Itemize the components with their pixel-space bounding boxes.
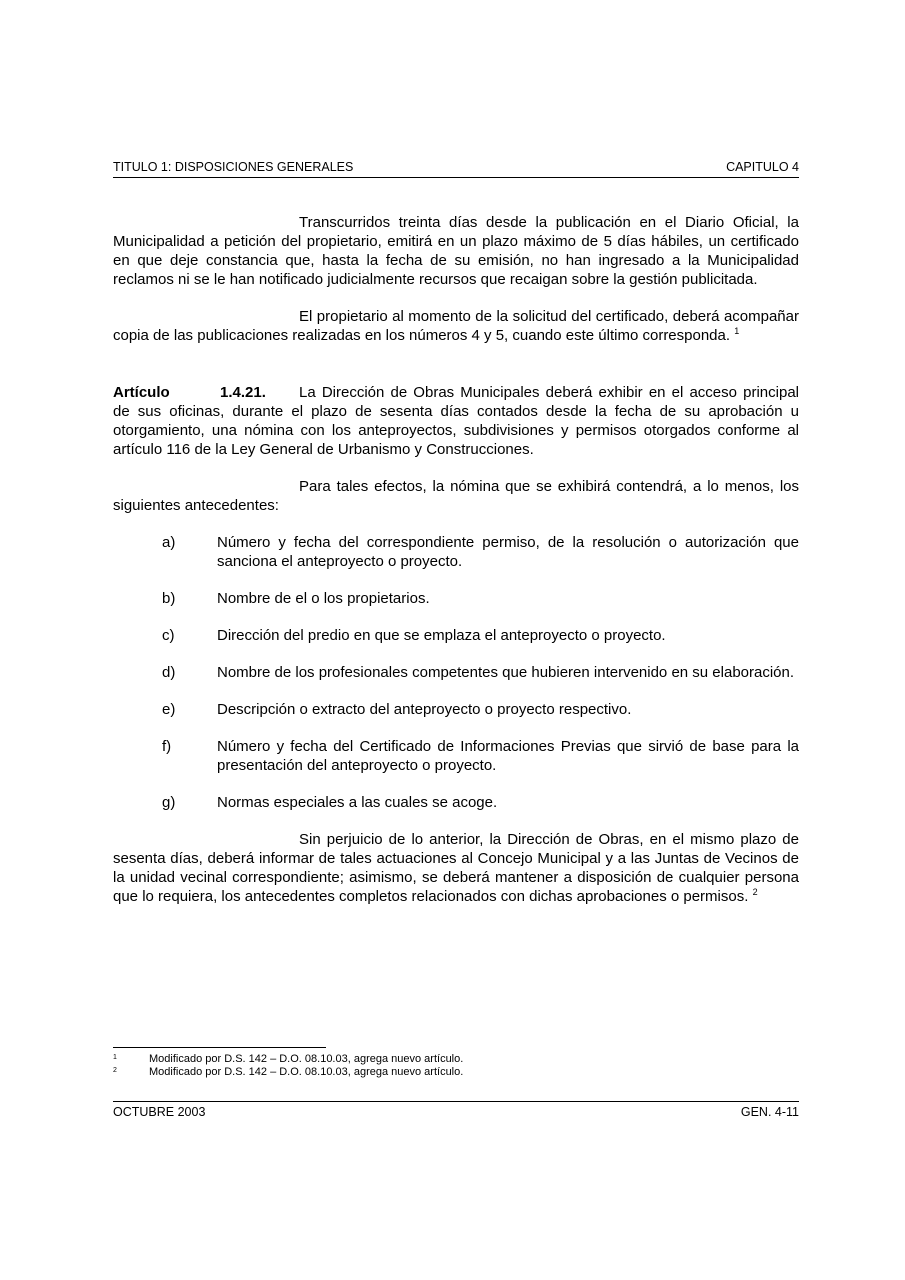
document-body — [113, 213, 799, 924]
header-chapter: CAPITULO 4 — [726, 160, 799, 174]
footnote-text: Modificado por D.S. 142 – D.O. 08.10.03, agrega nuevo artículo. — [149, 1066, 464, 1078]
paragraph-nomina — [113, 477, 799, 515]
list-item — [113, 626, 799, 645]
list-letter: g) — [162, 794, 176, 811]
footnote-mark: 1 — [113, 1054, 117, 1061]
list-text: Nombre de el o los propietarios. — [217, 590, 430, 607]
list-text: Dirección del predio en que se emplaza el anteproyecto o proyecto. — [217, 627, 666, 644]
list-item — [113, 663, 799, 682]
footnote — [113, 1066, 799, 1079]
running-footer — [113, 1101, 799, 1119]
footer-page-number: GEN. 4-11 — [740, 1105, 799, 1119]
list-item — [113, 737, 799, 775]
paragraph-certificate — [113, 307, 799, 345]
header-title: TITULO 1: DISPOSICIONES GENERALES — [113, 160, 354, 174]
antecedents-list — [113, 533, 799, 812]
list-text: Nombre de los profesionales competentes que hubieren intervenido en su elaboración. — [217, 664, 795, 681]
paragraph-text: Transcurridos treinta días desde la publicación en el Diario Oficial, la Municipalidad a petición del propietario, emitirá en un plazo máximo de 5 días hábiles, un certificado en que deje constancia que, hasta la fecha de su emisión, no han ingresado a la Municipalidad reclamos ni se le han notificado judicialmente recursos que recaigan sobre la gestión publicitada. — [113, 214, 799, 288]
list-text: Número y fecha del Certificado de Informaciones Previas que sirvió de base para la presentación del anteproyecto o proyecto. — [217, 738, 799, 774]
list-text: Normas especiales a las cuales se acoge. — [217, 794, 498, 811]
article-label: Artículo — [113, 384, 170, 401]
footnote-mark: 2 — [113, 1067, 117, 1074]
footnote-text: Modificado por D.S. 142 – D.O. 08.10.03, agrega nuevo artículo. — [149, 1053, 464, 1065]
footnote-divider — [113, 1047, 326, 1048]
list-text: Descripción o extracto del anteproyecto o proyecto respectivo. — [217, 701, 632, 718]
list-letter: f) — [162, 738, 172, 755]
list-item — [113, 700, 799, 719]
paragraph-text: Sin perjuicio de lo anterior, la Dirección de Obras, en el mismo plazo de sesenta días, deberá informar de tales actuaciones al Concejo Municipal y a las Juntas de Vecinos de la unidad vecinal correspondiente; asimismo, se deberá mantener a disposición de cualquier persona que lo requiera, los antecedentes completos relacionados con dichas aprobaciones o permisos. — [113, 831, 799, 905]
paragraph-text: El propietario al momento de la solicitud del certificado, deberá acompañar copia de las publicaciones realizadas en los números 4 y 5, cuando este último corresponda. — [113, 308, 799, 344]
list-letter: d) — [162, 664, 176, 681]
paragraph-publication — [113, 213, 799, 289]
paragraph-text: La Dirección de Obras Municipales deberá exhibir en el acceso principal de sus oficinas, durante el plazo de sesenta días contados desde la fecha de su aprobación u otorgamiento, una nómina con los anteproyectos, subdivisiones y permisos otorgados conforme al artículo 116 de la Ley General de Urbanismo y Construcciones. — [113, 384, 799, 458]
list-item — [113, 793, 799, 812]
running-header — [113, 160, 799, 178]
list-item — [113, 533, 799, 571]
list-letter: c) — [162, 627, 175, 644]
footnote-ref: 2 — [752, 887, 758, 897]
list-letter: e) — [162, 701, 176, 718]
paragraph-concejo — [113, 830, 799, 906]
article-number: 1.4.21. — [220, 384, 266, 401]
list-letter: a) — [162, 534, 176, 551]
list-item — [113, 589, 799, 608]
list-letter: b) — [162, 590, 176, 607]
paragraph-text: Para tales efectos, la nómina que se exhibirá contendrá, a lo menos, los siguientes antecedentes: — [113, 478, 799, 514]
footnotes — [113, 1053, 799, 1079]
list-text: Número y fecha del correspondiente permiso, de la resolución o autorización que sanciona el anteproyecto o proyecto. — [217, 534, 799, 570]
footer-date: OCTUBRE 2003 — [113, 1105, 206, 1119]
footnote — [113, 1053, 799, 1066]
footnote-ref: 1 — [734, 326, 740, 336]
article-paragraph — [113, 383, 799, 459]
